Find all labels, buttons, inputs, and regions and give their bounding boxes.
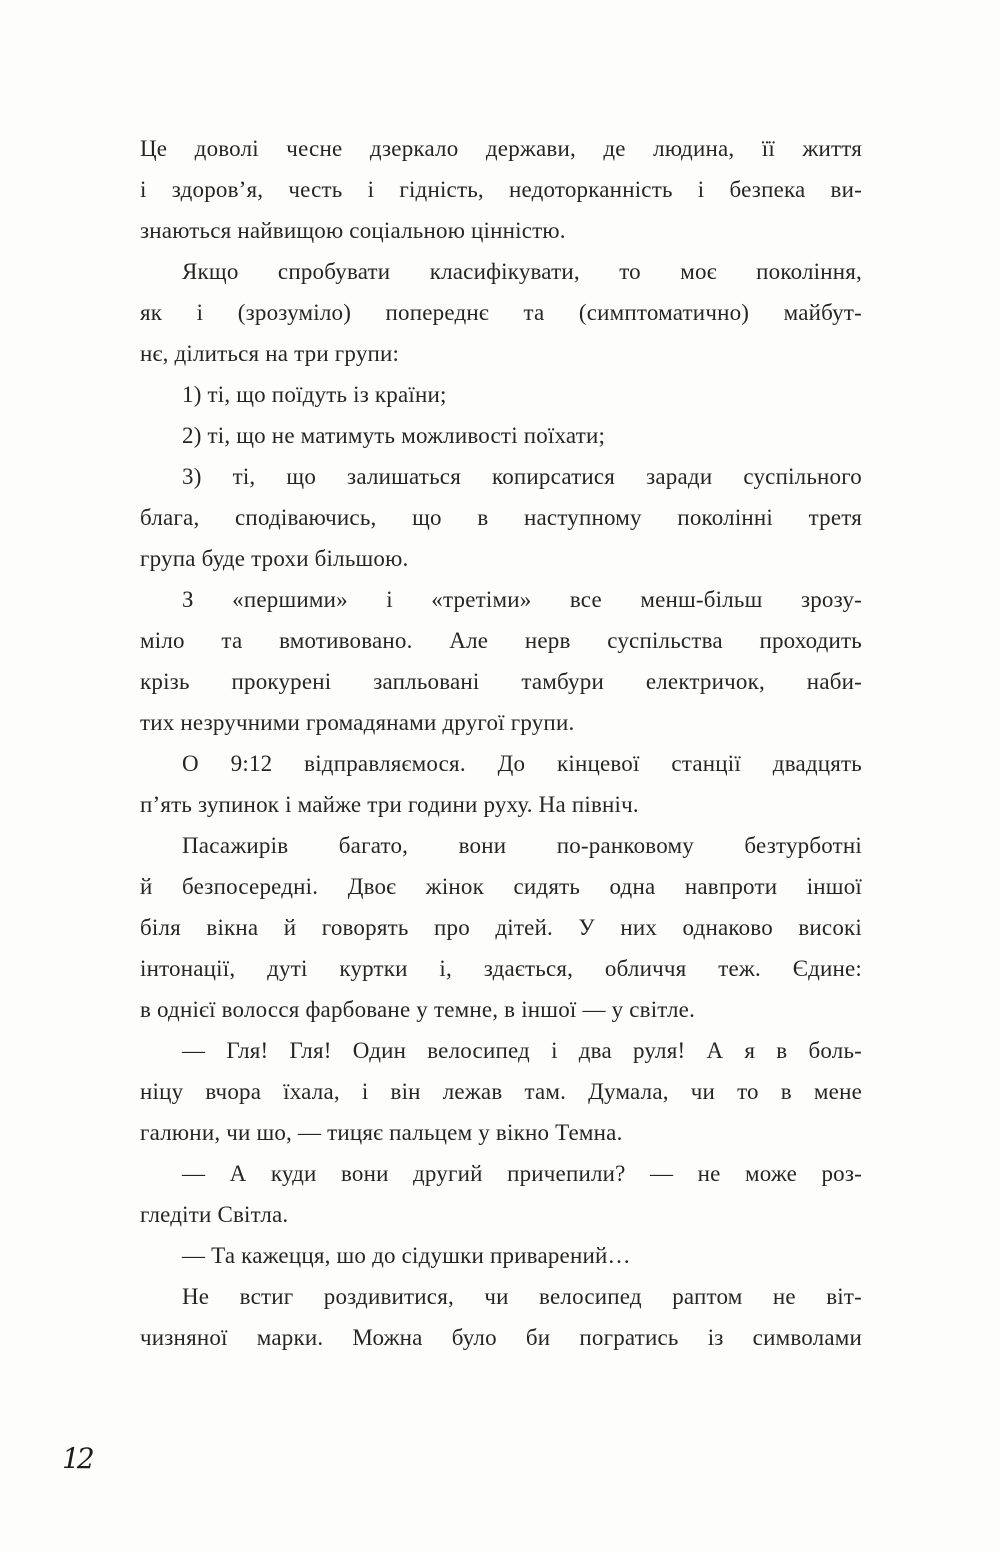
text-line: блага, сподіваючись, що в наступному поколінні третя bbox=[140, 505, 862, 530]
paragraph bbox=[140, 1153, 862, 1235]
text-line: тих незручними громадянами другої групи. bbox=[140, 710, 575, 735]
text-line: гледіти Світла. bbox=[140, 1202, 289, 1227]
text-line: група буде трохи більшою. bbox=[140, 546, 409, 571]
page-number: 12 bbox=[62, 1442, 92, 1475]
text-line: крізь прокурені запльовані тамбури електричок, наби- bbox=[140, 669, 862, 694]
text-line: п’ять зупинок і майже три години руху. На північ. bbox=[140, 792, 639, 817]
text-line: галюни, чи шо, — тицяє пальцем у вікно Темна. bbox=[140, 1120, 623, 1145]
text-line: ніцу вчора їхала, і він лежав там. Думала, чи то в мене bbox=[140, 1079, 862, 1104]
paragraph bbox=[140, 251, 862, 374]
text-line: З «першими» і «третіми» все менш-більш зрозу- bbox=[182, 587, 862, 612]
text-line: — Гля! Гля! Один велосипед і два руля! А я в боль- bbox=[182, 1038, 862, 1063]
text-line: 2) ті, що не матимуть можливості поїхати; bbox=[182, 423, 606, 448]
text-block bbox=[140, 128, 862, 1358]
text-line: міло та вмотивовано. Але нерв суспільства проходить bbox=[140, 628, 862, 653]
text-line: 3) ті, що залишаться копирсатися заради суспільного bbox=[182, 464, 862, 489]
text-line: знаються найвищою соціальною цінністю. bbox=[140, 218, 566, 243]
paragraph bbox=[140, 1276, 862, 1358]
text-line: біля вікна й говорять про дітей. У них однаково високі bbox=[140, 915, 862, 940]
text-line: Якщо спробувати класифікувати, то моє покоління, bbox=[182, 259, 862, 284]
text-line: — А куди вони другий причепили? — не може роз- bbox=[182, 1161, 862, 1186]
paragraph bbox=[140, 456, 862, 579]
paragraph bbox=[140, 374, 862, 415]
text-line: й безпосередні. Двоє жінок сидять одна навпроти іншої bbox=[140, 874, 862, 899]
paragraph bbox=[140, 1030, 862, 1153]
text-line: чизняної марки. Можна було би погратись із символами bbox=[140, 1325, 862, 1350]
text-line: Це доволі чесне дзеркало держави, де людина, її життя bbox=[140, 136, 862, 161]
text-line: — Та кажецця, шо до сідушки приварений… bbox=[182, 1243, 631, 1268]
paragraph bbox=[140, 743, 862, 825]
text-line: 1) ті, що поїдуть із країни; bbox=[182, 382, 447, 407]
paragraph bbox=[140, 825, 862, 1030]
text-line: нє, ділиться на три групи: bbox=[140, 341, 400, 366]
text-line: як і (зрозуміло) попереднє та (симптоматично) майбут- bbox=[140, 300, 862, 325]
text-line: О 9:12 відправляємося. До кінцевої станції двадцять bbox=[182, 751, 862, 776]
paragraph bbox=[140, 128, 862, 251]
text-line: інтонації, дуті куртки і, здається, обличчя теж. Єдине: bbox=[140, 956, 862, 981]
paragraph bbox=[140, 415, 862, 456]
text-line: і здоров’я, честь і гідність, недоторканність і безпека ви- bbox=[140, 177, 862, 202]
text-line: в однієї волосся фарбоване у темне, в іншої — у світле. bbox=[140, 997, 696, 1022]
paragraph bbox=[140, 579, 862, 743]
paragraph bbox=[140, 1235, 862, 1276]
text-line: Не встиг роздивитися, чи велосипед раптом не віт- bbox=[182, 1284, 862, 1309]
text-line: Пасажирів багато, вони по-ранковому безтурботні bbox=[182, 833, 862, 858]
